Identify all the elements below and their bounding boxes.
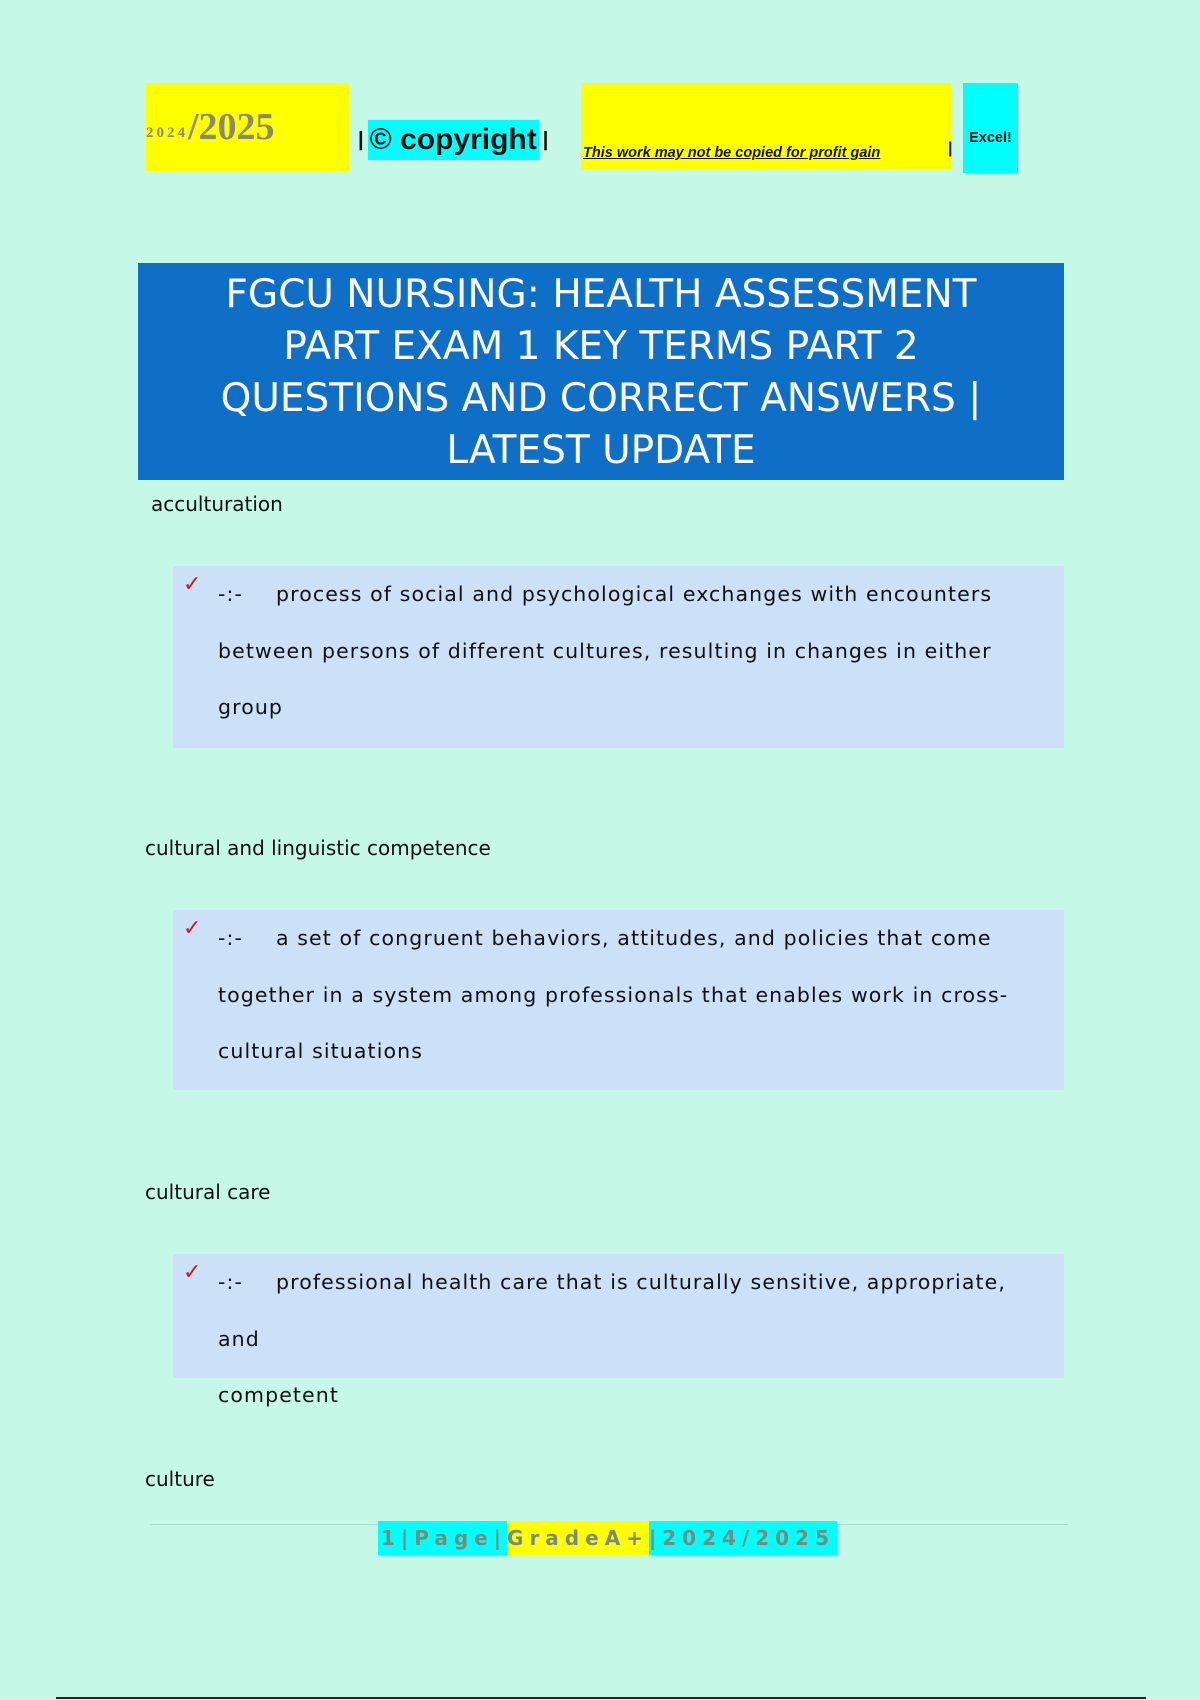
term-cultural-care: cultural care (145, 1180, 271, 1204)
footer-year: |2024/2025 (649, 1521, 837, 1555)
header-copyright (358, 120, 548, 160)
header-separator-left: | (358, 128, 364, 151)
definition-text (218, 566, 1044, 736)
definition-line: competent (218, 1383, 339, 1407)
copy-notice (581, 83, 951, 169)
definition-line: group (218, 695, 284, 719)
page-bottom-rule (56, 1697, 1146, 1699)
title-line: FGCU NURSING: HEALTH ASSESSMENT (225, 272, 977, 317)
title-line: LATEST UPDATE (446, 428, 756, 473)
definition-line: a set of congruent behaviors, attitudes, and policies that come (276, 926, 992, 950)
definition-marker: -:- (218, 1270, 244, 1294)
document-title (138, 263, 1064, 480)
checkmark-icon: ✓ (183, 1260, 202, 1285)
header-separator-excel: | (948, 140, 953, 157)
checkmark-icon: ✓ (183, 572, 202, 597)
definition-box (173, 1254, 1064, 1407)
definition-line: cultural situations (218, 1039, 424, 1063)
footer-page-number: 1|Page| (378, 1521, 507, 1555)
header-year-badge (146, 83, 349, 171)
header-year-big: /2025 (188, 106, 275, 148)
definition-line: together in a system among professionals that enables work in cross- (218, 982, 1009, 1007)
definition-text (218, 910, 1044, 1080)
excel-label: Excel! (969, 130, 1012, 146)
term-acculturation: acculturation (151, 492, 283, 516)
title-line: QUESTIONS AND CORRECT ANSWERS | (220, 376, 982, 421)
term-culture: culture (145, 1467, 215, 1491)
title-line: PART EXAM 1 KEY TERMS PART 2 (283, 324, 919, 369)
excel-badge (963, 83, 1018, 173)
copy-notice-text: This work may not be copied for profit gain (583, 145, 881, 161)
page-footer (378, 1521, 837, 1555)
definition-text (218, 1254, 1044, 1424)
term-cultural-linguistic-competence: cultural and linguistic competence (145, 836, 491, 860)
definition-box (173, 910, 1064, 1090)
definition-line: between persons of different cultures, resulting in changes in either (218, 638, 992, 663)
definition-box (173, 566, 1064, 748)
footer-grade: GradeA+ (507, 1521, 649, 1555)
definition-line: professional health care that is culturally sensitive, appropriate, and (218, 1270, 1006, 1351)
definition-line: process of social and psychological exchanges with encounters (276, 582, 993, 606)
copyright-label: © copyright (368, 120, 539, 160)
header-year-small: 2024 (146, 124, 188, 141)
header-separator-right: | (542, 128, 549, 151)
checkmark-icon: ✓ (183, 916, 202, 941)
definition-marker: -:- (218, 582, 244, 606)
definition-marker: -:- (218, 926, 244, 950)
